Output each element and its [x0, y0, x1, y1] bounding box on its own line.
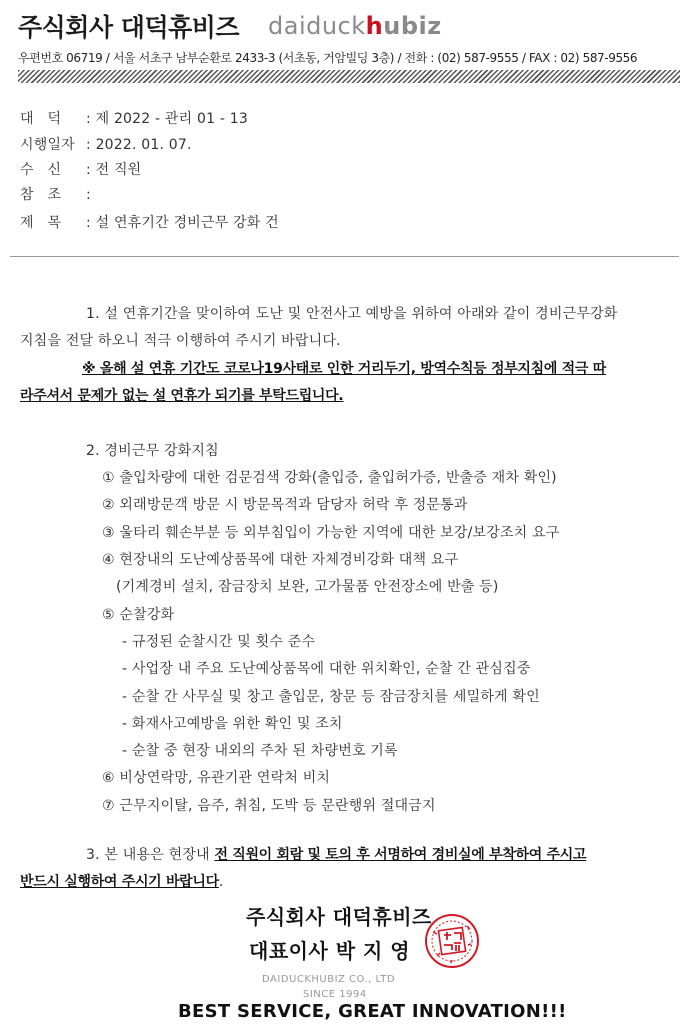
notice-line1: ※ 올해 설 연휴 기간도 코로나19사태로 인한 거리두기, 방역수칙등 정부지침에 적극 따 [82, 361, 606, 377]
signature-ceo: 대표이사 박 지 영 [249, 939, 411, 963]
signature-company: 주식회사 대덕휴비즈 [246, 905, 432, 929]
date-row [20, 134, 192, 154]
patrol-subitem-2: - 사업장 내 주요 도난예상품목에 대한 위치확인, 순찰 간 관심집중 [122, 661, 531, 677]
guideline-item-4-detail: (기계경비 설치, 잠금장치 보완, 고가물품 안전장소에 반출 등) [116, 579, 499, 595]
patrol-subitem-1: - 규정된 순찰시간 및 횟수 준수 [122, 634, 316, 650]
section3-line2 [20, 871, 224, 891]
patrol-subitem-3: - 순찰 간 사무실 및 창고 출입문, 창문 등 잠금장치를 세밀하게 확인 [122, 689, 540, 705]
recipient-value: : 전 직원 [86, 162, 142, 178]
subject-label: 제목 [20, 215, 76, 231]
patrol-subitem-4: - 화재사고예방을 위한 확인 및 조치 [122, 716, 343, 732]
section1-line1: 1. 설 연휴기간을 맞이하여 도난 및 안전사고 예방을 위하여 아래와 같이 경비근무강화 [86, 306, 618, 322]
brand-suffix: ubiz [383, 12, 442, 40]
section3-bold1: 전 직원이 회람 및 토의 후 서명하여 경비실에 부착하여 주시고 [214, 847, 587, 863]
reference-value: : [86, 187, 91, 203]
guideline-item-4: ④ 현장내의 도난예상품목에 대한 자체경비강화 대책 요구 [102, 552, 459, 568]
guideline-item-5: ⑤ 순찰강화 [102, 607, 175, 623]
section3-suffix: . [218, 874, 224, 890]
section2-heading: 2. 경비근무 강화지침 [86, 443, 219, 459]
date-label: 시행일자 [20, 137, 75, 153]
recipient-row [20, 159, 141, 179]
section3-line1 [86, 844, 586, 864]
subject-row [20, 212, 279, 232]
recipient-label: 수신 [20, 162, 76, 178]
guideline-item-3: ③ 울타리 훼손부분 등 외부침입이 가능한 지역에 대한 보강/보강조치 요구 [102, 525, 560, 541]
guideline-item-2: ② 외래방문객 방문 시 방문목적과 담당자 허락 후 정문통과 [102, 497, 468, 513]
notice-line2: 라주셔서 문제가 없는 설 연휴가 되기를 부탁드립니다. [20, 388, 344, 404]
guideline-item-6: ⑥ 비상연락망, 유관기관 연락처 비치 [102, 770, 331, 786]
date-value: : 2022. 01. 07. [86, 137, 192, 153]
company-name: 주식회사 대덕휴비즈 [18, 13, 240, 42]
section3-bold2: 반드시 실행하여 주시기 바랍니다 [20, 874, 219, 890]
since-year: SINCE 1994 [303, 989, 367, 1000]
doc-number-row [20, 108, 248, 128]
doc-number-label: 대덕 [20, 111, 76, 127]
section3-prefix: 3. 본 내용은 현장내 [86, 847, 215, 863]
brand-h: h [365, 12, 384, 40]
brand-prefix: daiduck [268, 12, 366, 40]
guideline-item-7: ⑦ 근무지이탈, 음주, 취침, 도박 등 문란행위 절대금지 [102, 798, 436, 814]
slogan: BEST SERVICE, GREAT INNOVATION!!! [178, 1001, 567, 1022]
patrol-subitem-5: - 순찰 중 현장 내외의 주차 된 차량번호 기록 [122, 743, 398, 759]
hatched-divider [18, 70, 680, 83]
doc-number-value: : 제 2022 - 관리 01 - 13 [86, 111, 249, 127]
company-seal-stamp [423, 912, 481, 970]
subject-value: : 설 연휴기간 경비근무 강화 건 [86, 215, 279, 231]
brand-logo [268, 12, 442, 40]
address-line: 우편번호 06719 / 서울 서초구 남부순환로 2433-3 (서초동, 거암빌딩 3층) / 전화 : (02) 587-9555 / FAX : 02) 587-9556 [18, 51, 638, 65]
english-company-name: DAIDUCKHUBIZ CO., LTD [262, 974, 396, 985]
section-divider [10, 256, 679, 257]
guideline-item-1: ① 출입차량에 대한 검문검색 강화(출입증, 출입허가증, 반출증 재차 확인) [102, 470, 557, 486]
reference-row [20, 184, 91, 204]
section1-line2: 지침을 전달 하오니 적극 이행하여 주시기 바랍니다. [20, 333, 341, 349]
reference-label: 참조 [20, 187, 76, 203]
